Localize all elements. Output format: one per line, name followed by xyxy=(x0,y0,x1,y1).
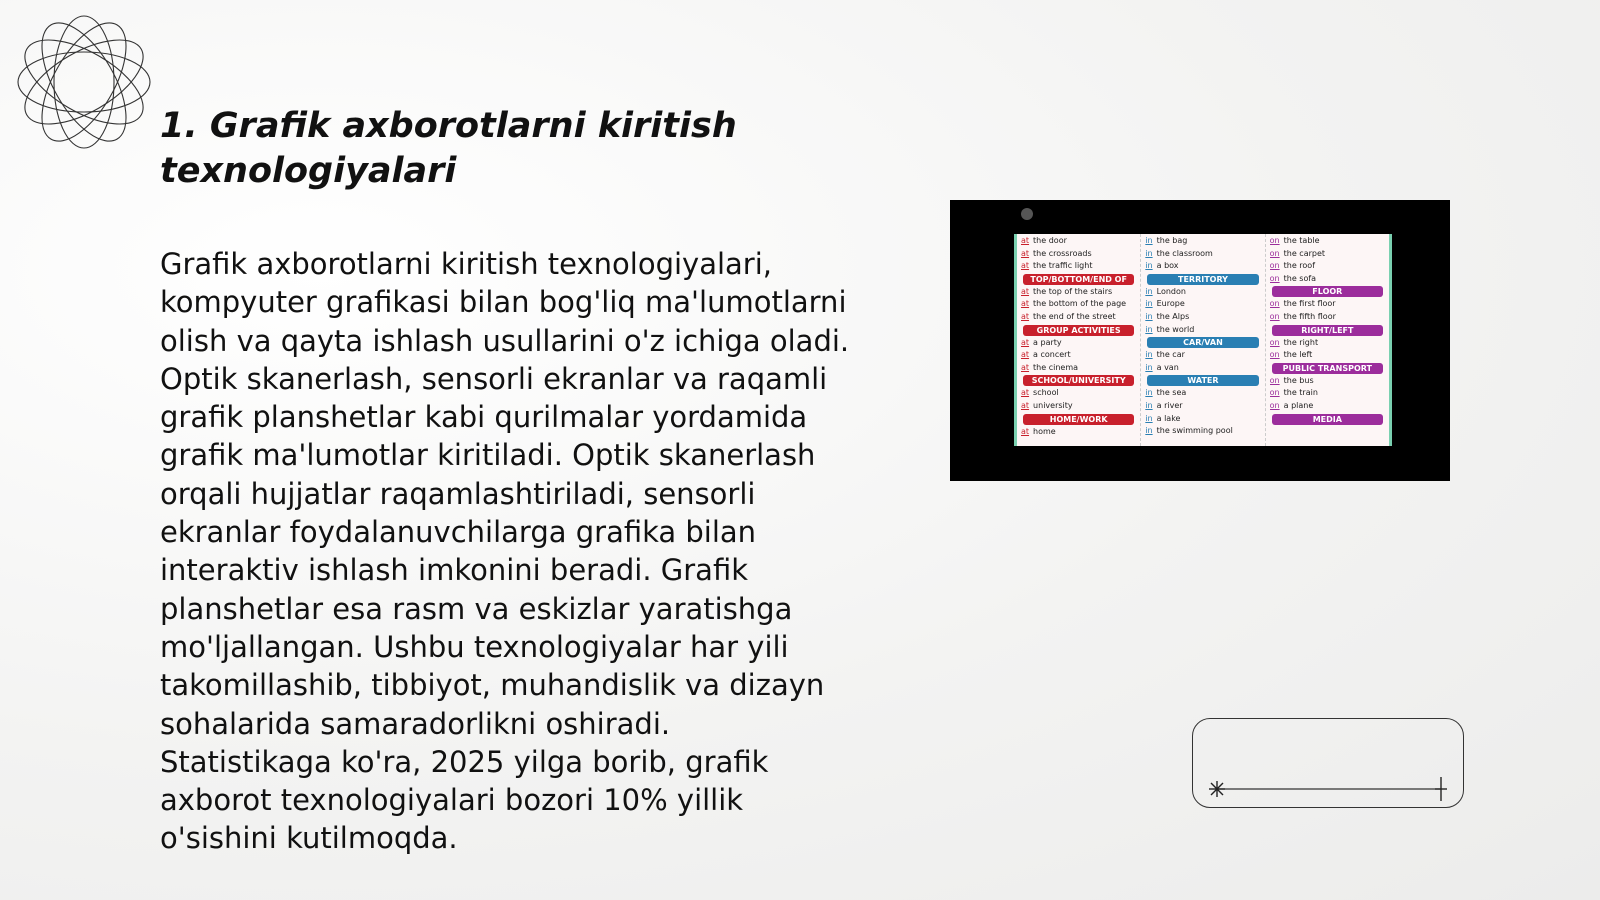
chart-list-item xyxy=(1145,413,1260,426)
preposition-label: in xyxy=(1145,388,1153,398)
item-text: the car xyxy=(1156,350,1185,360)
preposition-label: in xyxy=(1145,311,1153,321)
chart-section-header: GROUP ACTIVITIES xyxy=(1023,325,1134,336)
column-in xyxy=(1141,234,1265,446)
chart-list-item xyxy=(1021,337,1136,350)
preposition-label: on xyxy=(1269,299,1280,309)
chart-list-item xyxy=(1270,375,1385,388)
chart-list-item xyxy=(1145,362,1260,375)
item-text: the first floor xyxy=(1283,299,1336,309)
column-on xyxy=(1266,234,1389,446)
item-text: the roof xyxy=(1283,261,1316,271)
preposition-label: at xyxy=(1021,362,1030,372)
chart-section-header: TERRITORY xyxy=(1147,274,1258,285)
video-player[interactable] xyxy=(950,200,1450,481)
chart-list-item xyxy=(1145,235,1260,248)
column-at xyxy=(1017,234,1141,446)
chart-section-header: CAR/VAN xyxy=(1147,337,1258,348)
item-text: the traffic light xyxy=(1033,261,1093,271)
chart-list-item xyxy=(1145,425,1260,438)
preposition-label: in xyxy=(1145,261,1153,271)
chart-list-item xyxy=(1021,286,1136,299)
item-text: the train xyxy=(1283,388,1318,398)
chart-list-item xyxy=(1270,235,1385,248)
decorative-card xyxy=(1192,718,1464,808)
chart-list-item xyxy=(1021,387,1136,400)
preposition-label: at xyxy=(1021,261,1030,271)
chart-section-header: MEDIA xyxy=(1272,414,1383,425)
preposition-label: at xyxy=(1021,350,1030,360)
chart-section-header: FLOOR xyxy=(1272,286,1383,297)
chart-list-item xyxy=(1145,286,1260,299)
chart-list-item xyxy=(1270,349,1385,362)
preposition-label: in xyxy=(1145,350,1153,360)
chart-list-item xyxy=(1021,298,1136,311)
chart-list-item xyxy=(1145,387,1260,400)
chart-section-header: SCHOOL/UNIVERSITY xyxy=(1023,375,1134,386)
item-text: a van xyxy=(1156,362,1179,372)
chart-list-item xyxy=(1145,324,1260,337)
chart-list-item xyxy=(1270,400,1385,413)
preposition-label: at xyxy=(1021,388,1030,398)
plus-icon xyxy=(1435,777,1447,801)
spirograph-flower-icon xyxy=(10,8,158,156)
chart-list-item xyxy=(1270,248,1385,261)
item-text: a lake xyxy=(1156,413,1181,423)
chart-list-item xyxy=(1145,298,1260,311)
item-text: the sea xyxy=(1156,388,1187,398)
item-text: the left xyxy=(1283,350,1313,360)
chart-list-item xyxy=(1021,426,1136,439)
item-text: the bag xyxy=(1156,236,1188,245)
chart-list-item xyxy=(1145,349,1260,362)
preposition-label: on xyxy=(1269,350,1280,360)
slide-body-text: Grafik axborotlarni kiritish texnologiyalari, kompyuter grafikasi bilan bog'liq ma'lumotlarni olish va qayta ishlash usullarini o'z ichiga oladi. Optik skanerlash, sensorli ekranlar va raqamli grafik planshetlar kabi qurilmalar yordamida grafik ma'lumotlar kiritiladi. Optik skanerlash orqali hujjatlar raqamlashtiriladi, sensorli ekranlar foydalanuvchilarga grafika bilan interaktiv ishlash imkonini beradi. Grafik planshetlar esa rasm va eskizlar yaratishga mo'ljallangan. Ushbu texnologiyalar har yili takomillashib, tibbiyot, muhandislik va dizayn sohalarida samaradorlikni oshiradi. Statistikaga ko'ra, 2025 yilga borib, grafik axborot texnologiyalari bozori 10% yillik o'sishini kutilmoqda. xyxy=(160,247,850,856)
sparkle-icon xyxy=(1209,781,1225,797)
item-text: university xyxy=(1033,400,1073,410)
preposition-label: on xyxy=(1269,273,1280,283)
preposition-label: at xyxy=(1021,299,1030,309)
item-text: a concert xyxy=(1033,350,1071,360)
prepositions-chart-image xyxy=(1014,234,1392,446)
preposition-label: in xyxy=(1145,324,1153,334)
item-text: school xyxy=(1033,388,1059,398)
item-text: the classroom xyxy=(1156,248,1213,258)
chart-list-item xyxy=(1021,362,1136,375)
item-text: a plane xyxy=(1283,400,1314,410)
item-text: the right xyxy=(1283,337,1319,347)
item-text: the cinema xyxy=(1033,362,1079,372)
chart-list-item xyxy=(1270,298,1385,311)
chart-list-item xyxy=(1145,248,1260,261)
chart-list-item xyxy=(1145,400,1260,413)
preposition-label: in xyxy=(1145,400,1153,410)
preposition-label: at xyxy=(1021,337,1030,347)
preposition-label: in xyxy=(1145,299,1153,309)
slide-title: 1. Grafik axborotlarni kiritish texnologiyalari xyxy=(160,106,737,191)
item-text: the bus xyxy=(1283,375,1314,385)
item-text: the bottom of the page xyxy=(1033,299,1127,309)
preposition-label: on xyxy=(1269,388,1280,398)
preposition-label: at xyxy=(1021,248,1030,258)
chart-list-item xyxy=(1021,260,1136,273)
item-text: Europe xyxy=(1156,299,1185,309)
preposition-label: at xyxy=(1021,426,1030,436)
chart-list-item xyxy=(1145,311,1260,324)
chart-section-header: RIGHT/LEFT xyxy=(1272,325,1383,336)
item-text: the world xyxy=(1156,324,1195,334)
chart-list-item xyxy=(1145,260,1260,273)
preposition-label: in xyxy=(1145,286,1153,296)
chart-list-item xyxy=(1270,337,1385,350)
chart-section-header: WATER xyxy=(1147,375,1258,386)
item-text: a box xyxy=(1156,261,1179,271)
preposition-label: on xyxy=(1269,236,1280,245)
chart-list-item xyxy=(1270,311,1385,324)
preposition-label: at xyxy=(1021,236,1030,245)
chart-list-item xyxy=(1021,311,1136,324)
preposition-label: at xyxy=(1021,286,1030,296)
chart-list-item xyxy=(1021,349,1136,362)
preposition-label: in xyxy=(1145,362,1153,372)
item-text: the swimming pool xyxy=(1156,426,1233,436)
preposition-label: at xyxy=(1021,311,1030,321)
chart-section-header: PUBLIC TRANSPORT xyxy=(1272,363,1383,374)
item-text: the end of the street xyxy=(1033,311,1116,321)
chart-section-header: HOME/WORK xyxy=(1023,414,1134,425)
item-text: London xyxy=(1156,286,1186,296)
item-text: a party xyxy=(1033,337,1062,347)
item-text: the door xyxy=(1033,236,1067,245)
preposition-label: on xyxy=(1269,375,1280,385)
preposition-label: in xyxy=(1145,236,1153,245)
preposition-label: on xyxy=(1269,261,1280,271)
chart-list-item xyxy=(1021,400,1136,413)
preposition-label: on xyxy=(1269,248,1280,258)
item-text: a river xyxy=(1156,400,1183,410)
preposition-label: at xyxy=(1021,400,1030,410)
item-text: home xyxy=(1033,426,1056,436)
chart-list-item xyxy=(1270,273,1385,286)
item-text: the Alps xyxy=(1156,311,1190,321)
item-text: the crossroads xyxy=(1033,248,1092,258)
preposition-label: in xyxy=(1145,248,1153,258)
item-text: the fifth floor xyxy=(1283,311,1336,321)
chart-list-item xyxy=(1021,248,1136,261)
item-text: the top of the stairs xyxy=(1033,286,1113,296)
item-text: the carpet xyxy=(1283,248,1326,258)
video-cursor-dot xyxy=(1021,208,1033,220)
chart-section-header: TOP/BOTTOM/END OF xyxy=(1023,274,1134,285)
preposition-label: on xyxy=(1269,400,1280,410)
preposition-label: in xyxy=(1145,413,1153,423)
item-text: the sofa xyxy=(1283,273,1317,283)
preposition-label: on xyxy=(1269,337,1280,347)
item-text: the table xyxy=(1283,236,1320,245)
chart-list-item xyxy=(1021,235,1136,248)
chart-list-item xyxy=(1270,387,1385,400)
preposition-label: in xyxy=(1145,426,1153,436)
preposition-label: on xyxy=(1269,311,1280,321)
chart-list-item xyxy=(1270,260,1385,273)
